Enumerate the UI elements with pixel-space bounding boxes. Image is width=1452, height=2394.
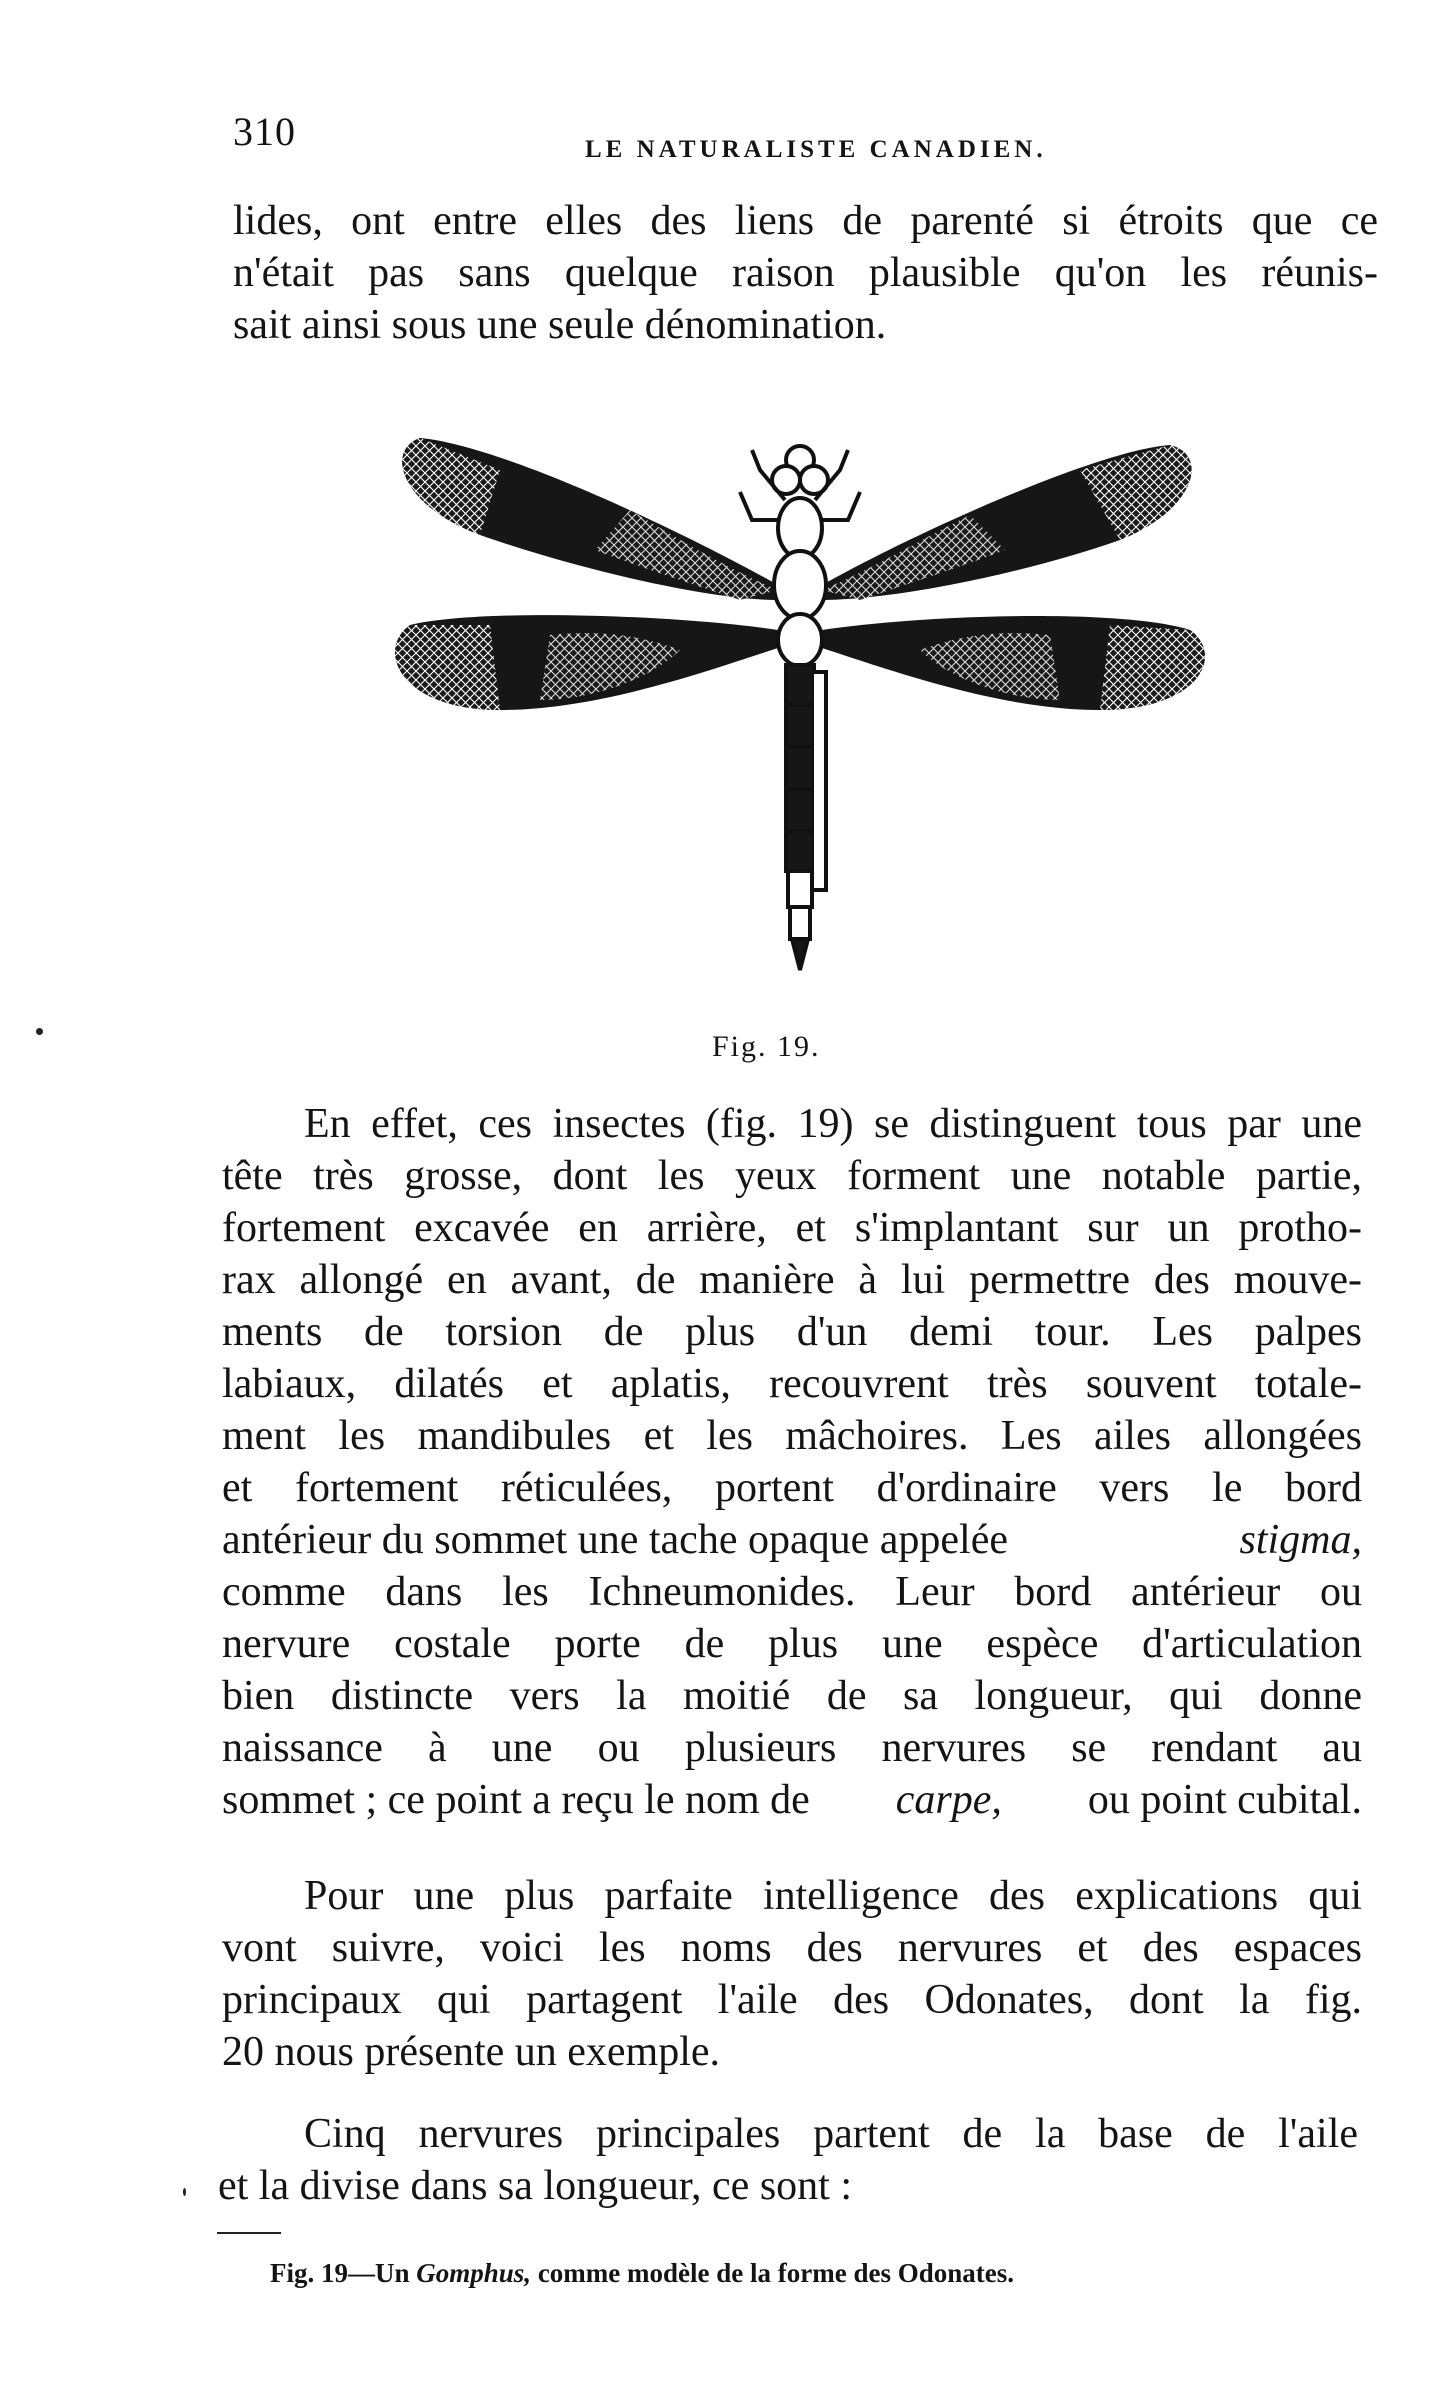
text-line: principaux qui partagent l'aile des Odonates, dont la fig. — [222, 1977, 1362, 2023]
text-line: et fortement réticulées, portent d'ordinaire vers le bord — [222, 1465, 1362, 1511]
text-segment: sommet ; ce point a reçu le nom de — [222, 1777, 810, 1823]
text-line: n'était pas sans quelque raison plausible qu'on les réunis- — [233, 250, 1378, 296]
text-line: Cinq nervures principales partent de la base de l'aile — [304, 2111, 1358, 2157]
text-line: comme dans les Ichneumonides. Leur bord antérieur ou — [222, 1569, 1362, 1615]
text-line: ments de torsion de plus d'un demi tour. Les palpes — [222, 1309, 1362, 1355]
footnote-text: comme modèle de la forme des Odonates. — [537, 2258, 1014, 2288]
ink-speck — [183, 2188, 186, 2196]
footnote-italic: Gomphus, — [416, 2258, 532, 2288]
text-line: vont suivre, voici les noms des nervures et des espaces — [222, 1925, 1362, 1971]
text-line: tête très grosse, dont les yeux forment une notable partie, — [222, 1153, 1362, 1199]
ink-speck — [36, 1028, 43, 1035]
dragonfly-illustration-icon — [380, 410, 1220, 1010]
paragraph-1 — [222, 1098, 1362, 1826]
text-line: labiaux, dilatés et aplatis, recouvrent très souvent totale- — [222, 1361, 1362, 1407]
paragraph-2 — [222, 1870, 1362, 2078]
footnote-prefix: Fig. 19—Un — [270, 2258, 410, 2288]
text-segment: ou point cubital. — [1087, 1777, 1362, 1823]
text-line: Pour une plus parfaite intelligence des explications qui — [304, 1873, 1362, 1919]
text-line: nervure costale porte de plus une espèce d'articulation — [222, 1621, 1362, 1667]
text-line: et la divise dans sa longueur, ce sont : — [218, 2163, 852, 2209]
text-line: En effet, ces insectes (fig. 19) se distinguent tous par une — [304, 1101, 1362, 1147]
figure-label: Fig. 19. — [712, 1030, 821, 1063]
intro-paragraph — [233, 195, 1378, 351]
footnote-rule — [217, 2232, 281, 2234]
text-line: rax allongé en avant, de manière à lui permettre des mouve- — [222, 1257, 1362, 1303]
text-line: ment les mandibules et les mâchoires. Les ailes allongées — [222, 1413, 1362, 1459]
text-line — [222, 1514, 1362, 1566]
italic-term: carpe, — [895, 1777, 1002, 1823]
italic-term: stigma, — [1239, 1517, 1362, 1563]
text-line: bien distincte vers la moitié de sa longueur, qui donne — [222, 1673, 1362, 1719]
running-head: LE NATURALISTE CANADIEN. — [585, 136, 1047, 163]
paragraph-3 — [218, 2108, 1358, 2212]
text-line: 20 nous présente un exemple. — [222, 2029, 721, 2075]
text-line: fortement excavée en arrière, et s'implantant sur un protho- — [222, 1205, 1362, 1251]
text-line — [222, 1774, 1362, 1826]
text-segment: antérieur du sommet une tache opaque appelée — [222, 1517, 1008, 1563]
text-line: naissance à une ou plusieurs nervures se rendant au — [222, 1725, 1362, 1771]
text-line: lides, ont entre elles des liens de parenté si étroits que ce — [233, 198, 1378, 244]
footnote — [270, 2258, 1014, 2289]
page-number: 310 — [233, 109, 296, 154]
text-line: sait ainsi sous une seule dénomination. — [233, 302, 887, 348]
abdomen — [786, 665, 826, 970]
